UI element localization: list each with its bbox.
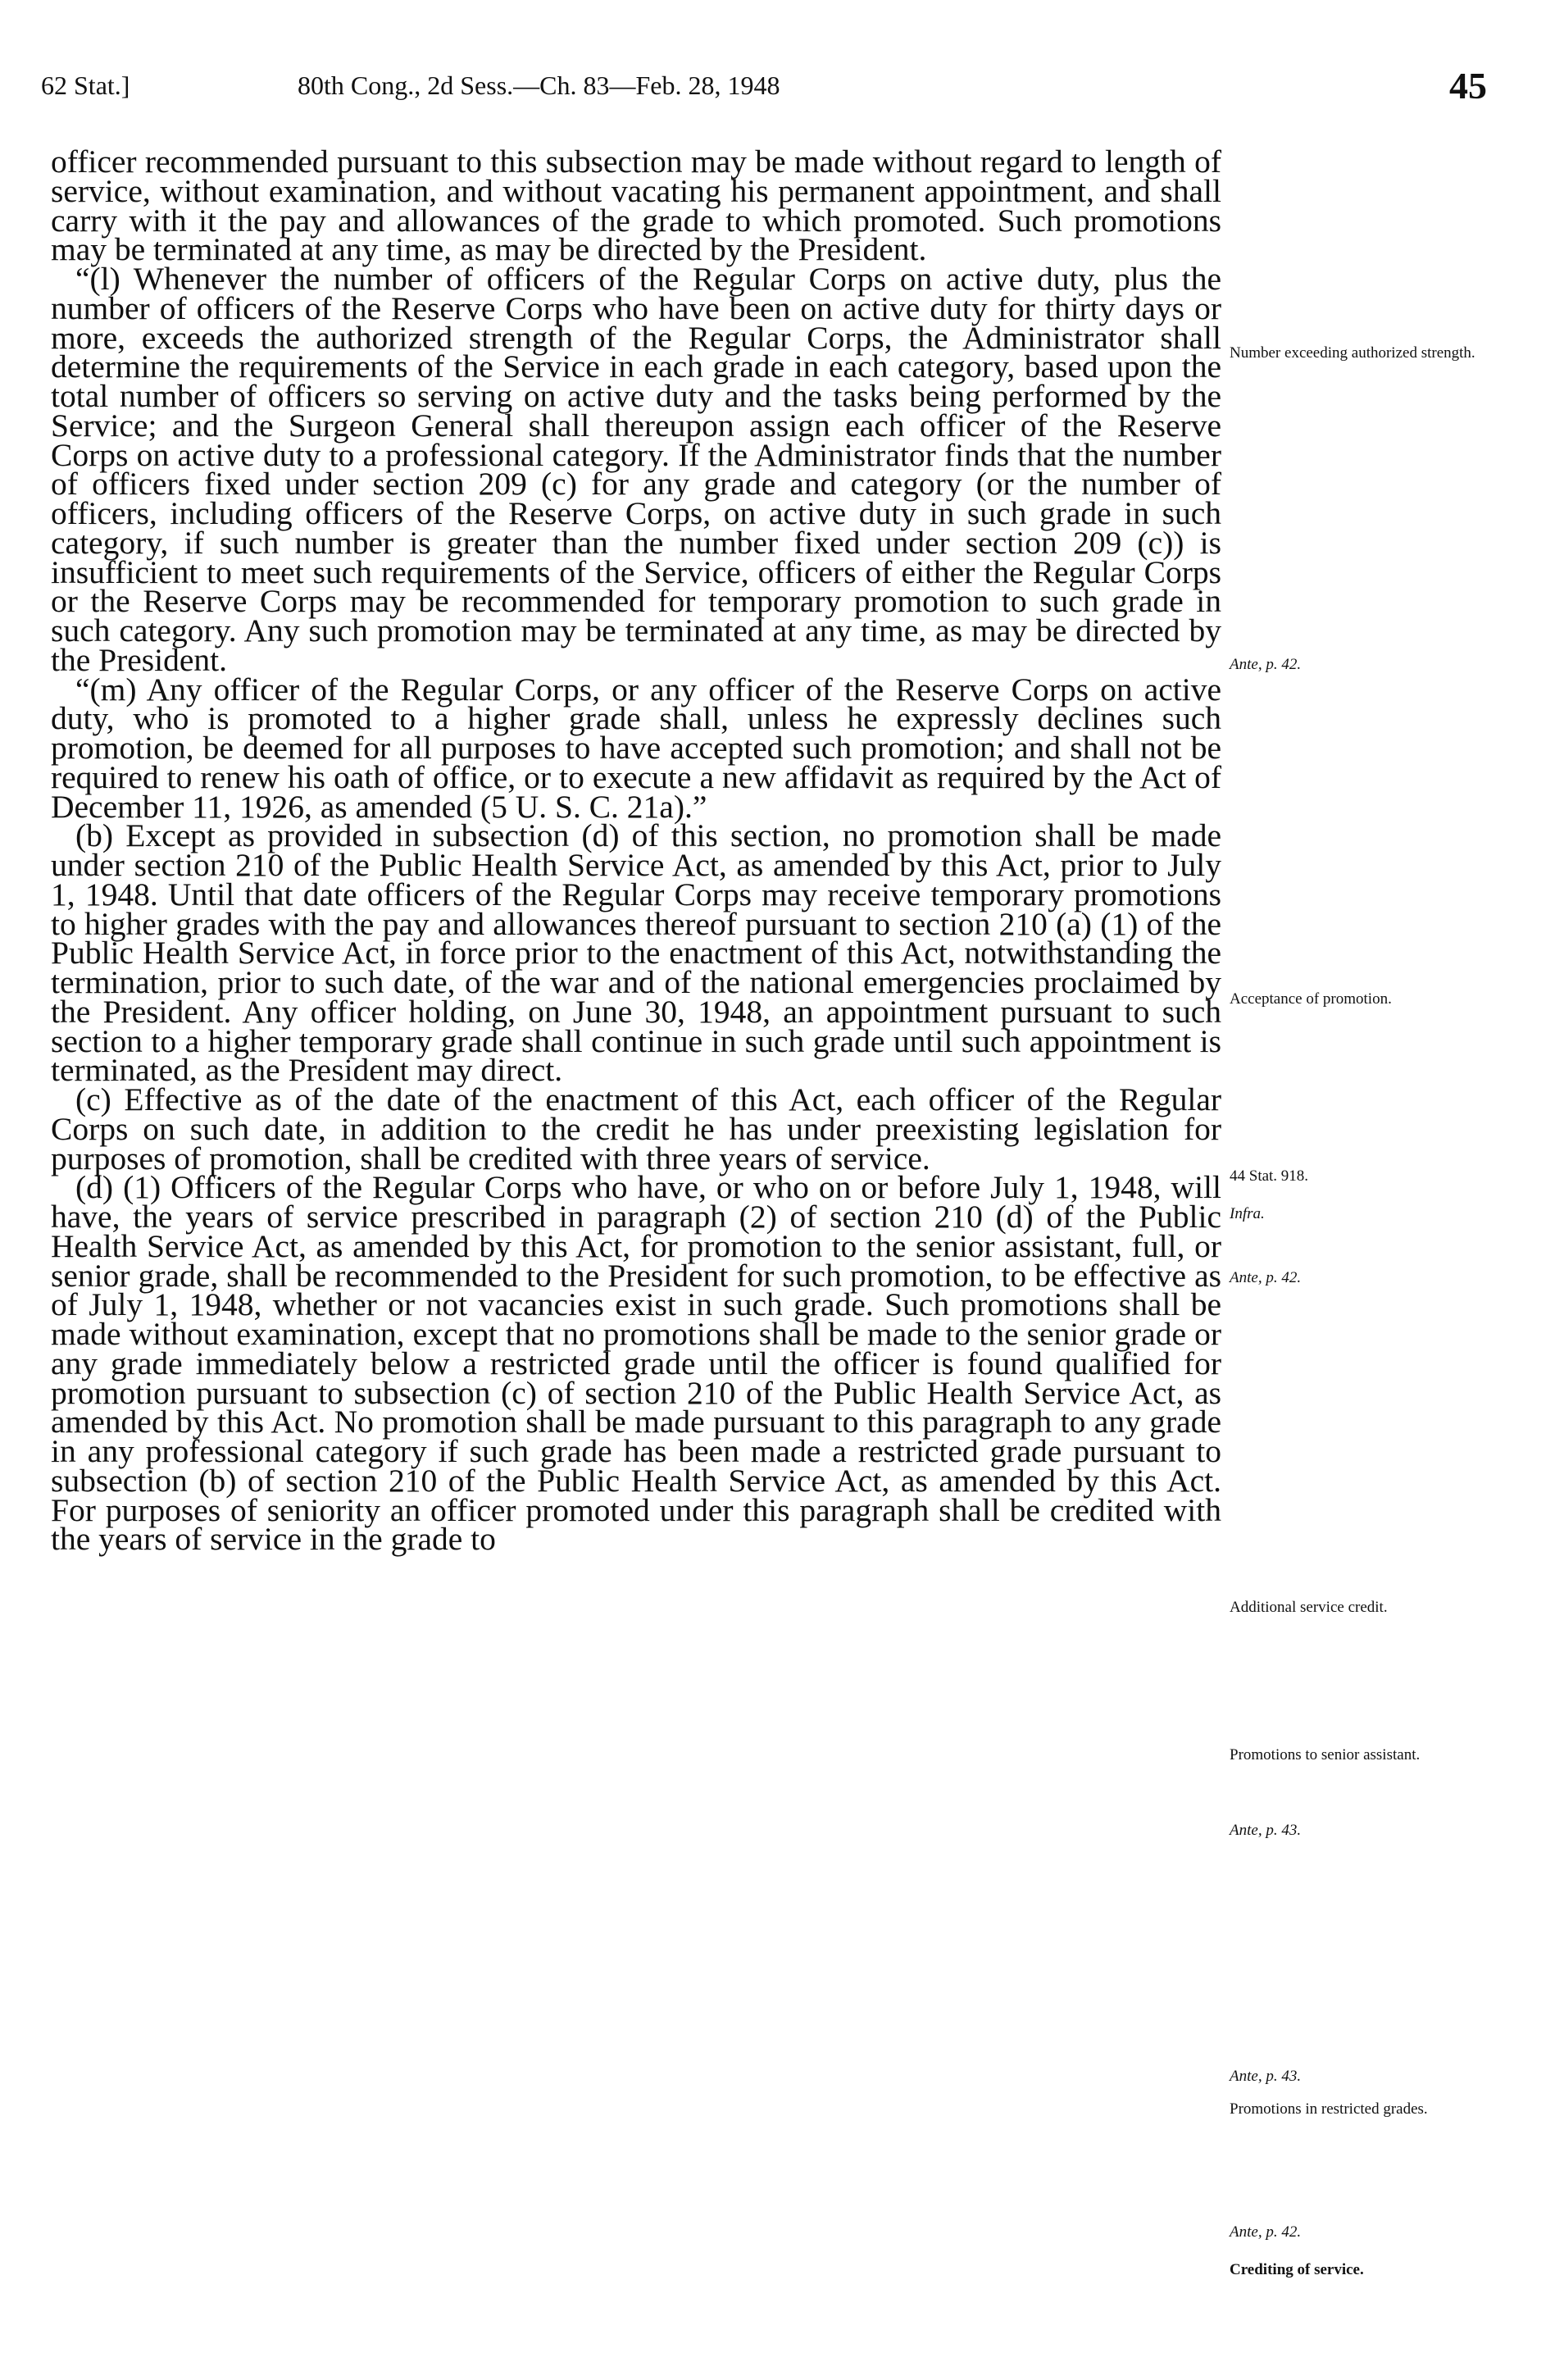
paragraph-l: “(l) Whenever the number of officers of the Regular Corps on active duty, plus the number of officers of the Reserve Corps who have been on active duty for thirty days or more, exceeds the authorized strength of the Regular Corps, the Administrator shall determine the requirements of the Service in each grade in each category, based upon the total number of officers so serving on active duty and the tasks being performed by the Service; and the Surgeon General shall thereupon assign each officer of the Reserve Corps on active duty to a professional category. If the Administrator finds that the number of officers fixed under section 209 (c) for any grade and category (or the number of officers, including officers of the Reserve Corps, on active duty in such grade in such category, if such number is greater than the number fixed under section 209 (c)) is insufficient to meet such requirements of the Service, officers of either the Regular Corps or the Reserve Corps may be recommended for temporary promotion to such grade in such category. Any such promotion may be terminated at any time, as may be directed by the President. (51, 261, 1221, 678)
margin-note: Infra. (1230, 1205, 1265, 1222)
margin-note: Ante, p. 42. (1230, 2223, 1302, 2241)
statute-text (51, 143, 1221, 1558)
margin-note: Ante, p. 42. (1230, 1269, 1302, 1286)
margin-note: Ante, p. 43. (1230, 1822, 1302, 1839)
margin-note: Promotions in restricted grades. (1230, 2100, 1428, 2118)
volume-reference: 62 Stat.] (41, 71, 130, 100)
subsection-d: (d) (1) Officers of the Regular Corps who have, or who on or before July 1, 1948, will have, the years of service prescribed in paragraph (2) of section 210 (d) of the Public Health Service Act, as amended by this Act, for promotion to the senior assistant, full, or senior grade, shall be recommended to the President for such promotion, to be effective as of July 1, 1948, whether or not vacancies exist in such grade. Such promotions shall be made without examination, except that no promotions shall be made to the senior grade or any grade immediately below a restricted grade until the officer is found qualified for promotion pursuant to subsection (c) of section 210 of the Public Health Service Act, as amended by this Act. No promotion shall be made pursuant to this paragraph to any grade in any professional category if such grade has been made a restricted grade pursuant to subsection (b) of section 210 of the Public Health Service Act, as amended by this Act. For purposes of seniority an officer promoted under this paragraph shall be credited with the years of service in the grade to (51, 1169, 1221, 1558)
margin-note: Acceptance of promotion. (1230, 990, 1392, 1008)
margin-note: Additional service credit. (1230, 1599, 1388, 1616)
paragraph-m: “(m) Any officer of the Regular Corps, or any officer of the Reserve Corps on active duty, who is promoted to a higher grade shall, unless he expressly declines such promotion, be deemed for all purposes to have accepted such promotion; and shall not be required to renew his oath of office, or to execute a new affidavit as required by the Act of December 11, 1926, as amended (5 U. S. C. 21a).” (51, 671, 1221, 825)
subsection-b: (b) Except as provided in subsection (d) of this section, no promotion shall be made under section 210 of the Public Health Service Act, as amended by this Act, prior to July 1, 1948. Until that date officers of the Regular Corps may receive temporary promotions to higher grades with the pay and allowances thereof pursuant to section 210 (a) (1) of the Public Health Service Act, in force prior to the enactment of this Act, notwithstanding the termination, prior to such date, of the war and of the national emergencies proclaimed by the President. Any officer holding, on June 30, 1948, an appointment pursuant to such section to a higher temporary grade shall continue in such grade until such appointment is terminated, as the President may direct. (51, 817, 1221, 1089)
margin-note: 44 Stat. 918. (1230, 1167, 1309, 1185)
paragraph-k-continuation: officer recommended pursuant to this subsection may be made without regard to length of service, without examination, and without vacating his permanent appointment, and shall carry with it the pay and allowances of the grade to which promoted. Such promotions may be terminated at any time, as may be directed by the President. (51, 143, 1221, 268)
margin-note: Crediting of service. (1230, 2261, 1364, 2278)
running-header (41, 64, 1487, 113)
subsection-c: (c) Effective as of the date of the enactment of this Act, each officer of the Regular Corps on such date, in addition to the credit he has under preexisting legislation for purposes of promotion, shall be credited with three years of service. (51, 1081, 1221, 1176)
session-chapter-line: 80th Cong., 2d Sess.—Ch. 83—Feb. 28, 1948 (298, 71, 780, 100)
margin-note: Number exceeding authorized strength. (1230, 344, 1475, 362)
margin-note: Promotions to senior assistant. (1230, 1746, 1421, 1763)
page-number: 45 (1449, 65, 1487, 107)
margin-note: Ante, p. 42. (1230, 656, 1302, 673)
margin-note: Ante, p. 43. (1230, 2068, 1302, 2085)
